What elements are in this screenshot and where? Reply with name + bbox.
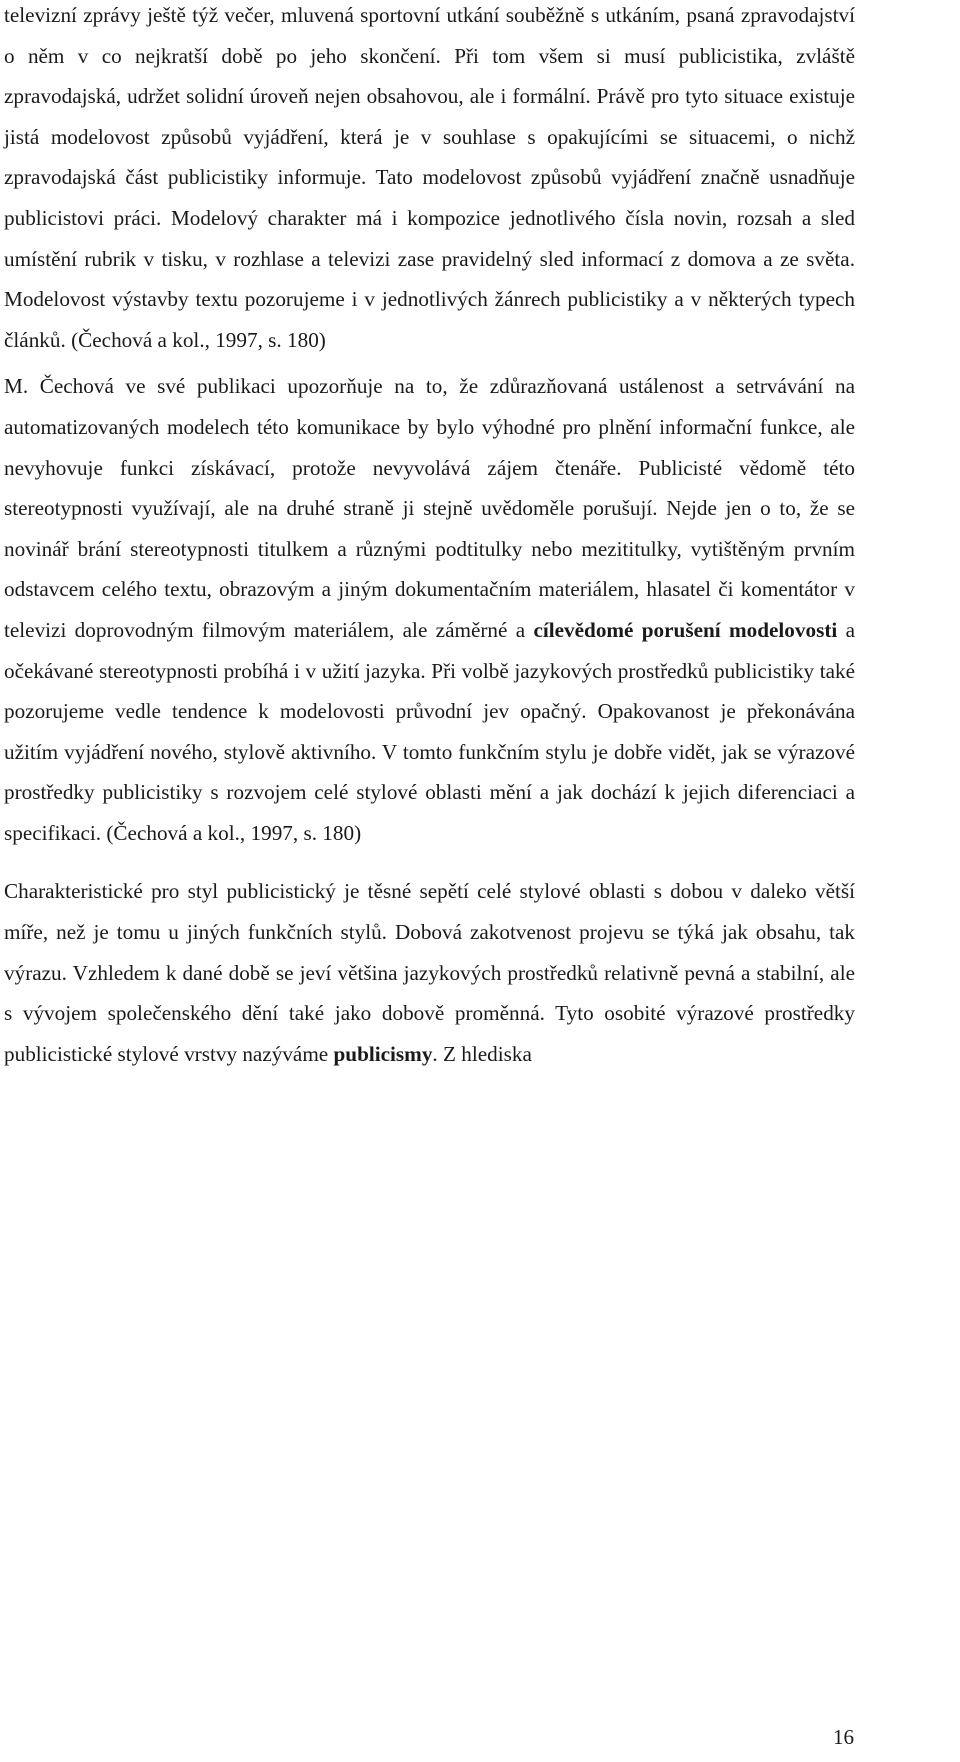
paragraph-3-bold-term: publicismy <box>333 1041 433 1066</box>
paragraph-2-text-start: M. Čechová ve své publikaci upozorňuje na to, že zdůrazňovaná ustálenost a setrvávání na automatizovaných modelech této komunikace by bylo výhodné pro plnění informační funkce, ale nevyhovuje funkci získávací, protože nevyvolává zájem čtenáře. Publicisté vědomě této stereotypnosti využívají, ale na druhé straně ji stejně uvědoměle porušují. Nejde jen o to, že se novinář brání stereotypnosti titulkem a různými podtitulky nebo mezititulky, vytištěným prvním odstavcem celého textu, obrazovým a jiným dokumentačním materiálem, hlasatel či komentátor v televizi doprovodným filmovým materiálem, ale záměrné a <box>4 374 855 642</box>
paragraph-3 <box>4 871 855 1074</box>
paragraph-3-text-end: . Z hlediska <box>432 1041 532 1066</box>
paragraph-1 <box>4 0 855 360</box>
paragraph-2-bold-term: cílevědomé porušení modelovosti <box>533 617 838 642</box>
paragraph-2-text-end: a očekávané stereotypnosti probíhá i v užití jazyka. Při volbě jazykových prostředků publicistiky také pozorujeme vedle tendence k modelovosti průvodní jev opačný. Opakovanost je překonávána užitím vyjádření nového, stylově aktivního. V tomto funkčním stylu je dobře vidět, jak se výrazové prostředky publicistiky s rozvojem celé stylové oblasti mění a jak dochází k jejich diferenciaci a specifikaci. (Čechová a kol., 1997, s. 180) <box>4 617 855 845</box>
paragraph-2 <box>4 366 855 853</box>
paragraph-3-text-start: Charakteristické pro styl publicistický je těsné sepětí celé stylové oblasti s dobou v daleko větší míře, než je tomu u jiných funkčních stylů. Dobová zakotvenost projevu se týká jak obsahu, tak výrazu. Vzhledem k dané době se jeví většina jazykových prostředků relativně pevná a stabilní, ale s vývojem společenského dění také jako dobově proměnná. Tyto osobité výrazové prostředky publicistické stylové vrstvy nazýváme <box>4 879 855 1066</box>
page-body <box>4 0 855 1074</box>
paragraph-1-text: televizní zprávy ještě týž večer, mluvená sportovní utkání souběžně s utkáním, psaná zpravodajství o něm v co nejkratší době po jeho skončení. Při tom všem si musí publicistika, zvláště zpravodajská, udržet solidní úroveň nejen obsahovou, ale i formální. Právě pro tyto situace existuje jistá modelovost způsobů vyjádření, která je v souhlase s opakujícími se situacemi, o nichž zpravodajská část publicistiky informuje. Tato modelovost způsobů vyjádření značně usnadňuje publicistovi práci. Modelový charakter má i kompozice jednotlivého čísla novin, rozsah a sled umístění rubrik v tisku, v rozhlase a televizi zase pravidelný sled informací z domova a ze světa. Modelovost výstavby textu pozorujeme i v jednotlivých žánrech publicistiky a v některých typech článků. (Čechová a kol., 1997, s. 180) <box>4 3 855 352</box>
page-number: 16 <box>833 1725 854 1749</box>
